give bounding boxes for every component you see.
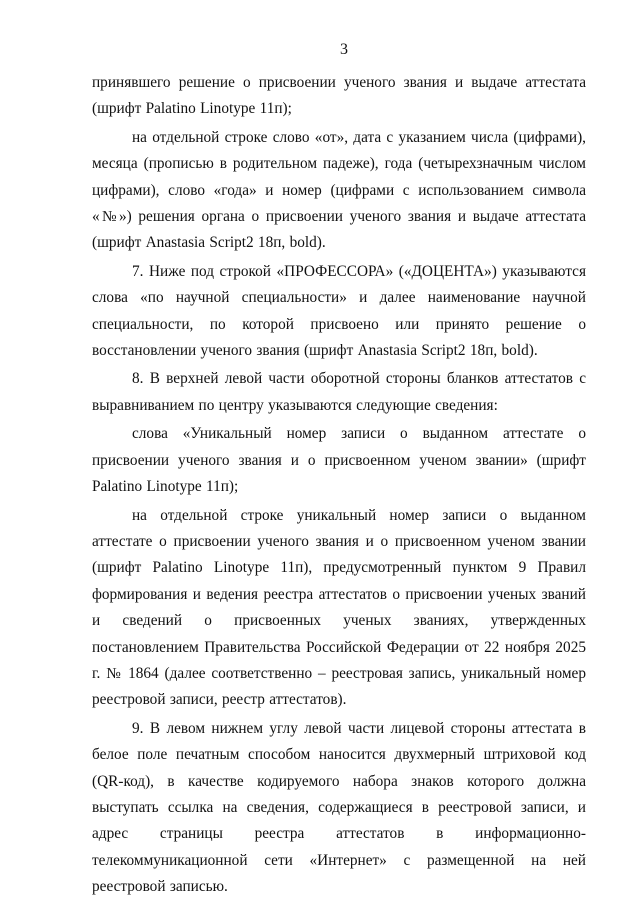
paragraph-6: на отдельной строке уникальный номер записи о выданном аттестате о присвоении ученого звания и о присвоенном ученом звании (шрифт Palatino Linotype 11п), предусмотренный пунктом 9 Правил формирования и ведения реестра аттестатов о присвоении ученых званий и сведений о присвоенных ученых званиях, утвержденных постановлением Правительства Российской Федерации от 22 ноября 2025 г. № 1864 (далее соответственно – реестровая запись, уникальный номер реестровой записи, реестр аттестатов). (92, 506, 586, 709)
paragraph-7: 9. В левом нижнем углу левой части лицевой стороны аттестата в белое поле печатным способом наносится двухмерный штриховой код (QR-код), в качестве кодируемого набора знаков которого должна выступать ссылка на сведения, содержащиеся в реестровой записи, и адрес страницы реестра аттестатов в информационно-телекоммуникационной сети «Интернет» с размещенной на ней реестровой записью. (92, 719, 586, 896)
paragraph-1: принявшего решение о присвоении ученого звания и выдаче аттестата (шрифт Palatino Linotype 11п); (92, 74, 586, 118)
page-number: 3 (340, 41, 348, 58)
paragraph-3: 7. Ниже под строкой «ПРОФЕССОРА» («ДОЦЕНТА») указываются слова «по научной специальности» и далее наименование научной специальности, по которой присвоено или принято решение о восстановлении ученого звания (шрифт Anastasia Script2 18п, bold). (92, 262, 586, 360)
paragraph-5: слова «Уникальный номер записи о выданном аттестате о присвоении ученого звания и о присвоенном ученом звании» (шрифт Palatino Linotype 11п); (92, 425, 586, 496)
paragraph-2: на отдельной строке слово «от», дата с указанием числа (цифрами), месяца (прописью в родительном падеже), года (четырехзначным числом цифрами), слово «года» и номер (цифрами с использованием символа «№») решения органа о присвоении ученого звания и выдаче аттестата (шрифт Anastasia Script2 18п, bold). (92, 128, 586, 252)
paragraph-4: 8. В верхней левой части оборотной стороны бланков аттестатов с выравниванием по центру указываются следующие сведения: (92, 370, 586, 414)
